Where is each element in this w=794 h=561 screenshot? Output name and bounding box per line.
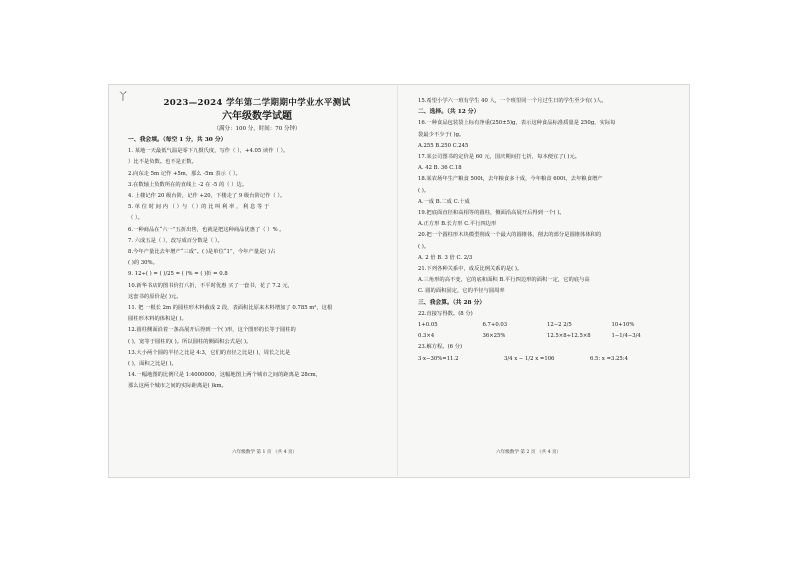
page-left — [128, 96, 386, 393]
question-line: 20.把一个圆柱形木块模型削成一个最大的圆锥体，削去的部分是圆锥体体积的 — [418, 232, 602, 239]
question-line: 8.今年产量比去年增产“三成”。( )是单位“1”，今年产量是( )占 — [128, 249, 276, 256]
question-22: 22.直接写得数。(8 分) — [418, 310, 473, 317]
left-question-list — [128, 146, 386, 392]
question-line: A.255 B.250 C.245 — [418, 142, 469, 149]
question-line: ( )，宽等于圆柱的( )。所以圆柱的侧面积公式是( )。 — [128, 338, 252, 345]
question-line: A. 2 倍 B. 3 倍 C. 2/3 — [418, 254, 473, 261]
right-question-list-b — [418, 118, 676, 297]
calc-row-1 — [418, 320, 676, 331]
question-line: 3.在数轴上负数所在的直线上 -2 在 -5 的（ ）边。 — [128, 181, 248, 188]
question-line: 13.大小两个圆的半径之比是 4:3，它们的直径之比是( )，周长之比是 — [128, 349, 291, 356]
question-line: 袋最少不少于( )g。 — [418, 131, 465, 138]
equation-item: 3/4 x − 1/2 x =106 — [504, 355, 555, 362]
exam-title: 2023—2024 学年第二学期期中学业水平测试 — [163, 98, 351, 108]
question-line: 那么这两个城市之间的实际距离是( )km。 — [128, 383, 227, 390]
question-line: 9. 12÷( ) = ( )/25 = ( )% = ( )折 = 0.8 — [128, 271, 228, 278]
question-line: A.三角形的高不变，它的底和面积 B.平行四边形的面积一定，它的底与高 — [418, 277, 590, 284]
question-line: 18.某农场年生产粮食 500t，去年粮食多十成，今年粮食 600t，去年粮食增产 — [418, 176, 603, 183]
calc-item: 10+10% — [611, 322, 635, 329]
question-line: ( )。 — [418, 243, 430, 250]
question-line: A. 42 B. 36 C.18 — [418, 165, 462, 172]
question-line: 2.向东走 5m 记作 +5m，那么 -5m 表示（ ）。 — [128, 170, 241, 177]
calc-item: 12.5×8÷12.5×8 — [547, 333, 591, 340]
question-line: 19.把底面直径和高相等的圆柱，侧面沿高展开后得到一个( )。 — [418, 210, 565, 217]
section-fill-in: 一、我会填。（每空 1 分，共 30 分） — [128, 137, 227, 143]
question-line: 圆柱形木料的体积是( )。 — [128, 316, 187, 323]
question-line: 4. 上楼记作 20 级台阶，记作 +20，下楼走了 9 级台阶记作（ ）。 — [128, 193, 286, 200]
equation-item: 6.5: x =3.25:4 — [590, 355, 628, 362]
calc-item: 1+0.05 — [418, 322, 438, 329]
calc-row-2 — [418, 331, 676, 342]
corner-mark: 丫 — [118, 92, 128, 103]
section-calculation: 三、我会算。（共 28 分） — [418, 299, 486, 306]
question-line: 21.下列各种关系中，成反比例关系的是( )。 — [418, 266, 523, 273]
question-line: 16.一种食品包装袋上标有净重(250±5)g，表示这种食品标准质量是 250g，实际每 — [418, 120, 616, 127]
page-footer-right: 六年级数学 第 2 页 （共 4 页） — [496, 450, 562, 455]
question-line: 17.某公司图书的定价是 60 元，国庆期间打七折，每本便宜了( )元。 — [418, 154, 581, 161]
calc-item: 12−2 2/5 — [547, 322, 572, 329]
calc-item: 0.3×4 — [418, 333, 435, 340]
exam-meta: （满分：100 分，时间：70 分钟） — [213, 126, 301, 132]
question-line: ( )的 30%。 — [128, 260, 158, 267]
question-line: （ ）。 — [128, 215, 143, 222]
question-line: 5. 单 位 时 间 内 （ ）与 （ ）的 比 叫 利 率 ， 利 息 等 于 — [128, 204, 270, 211]
equation-row — [418, 354, 676, 365]
calc-item: 1−1/4−3/4 — [611, 333, 641, 340]
calc-item: 36×25% — [482, 333, 506, 340]
right-question-list-a — [418, 96, 676, 107]
question-line: 11. 把 一根长 2m 的圆柱形木料截成 2 段，表面积比原来木料增加了 0.785 m²，这根 — [128, 305, 333, 312]
page-footer-left: 六年级数学 第 1 页 （共 4 页） — [232, 450, 298, 455]
question-line: 14.一幅地图的比例尺是 1:4000000，这幅地图上两个城市之间的距离是 28cm， — [128, 372, 321, 379]
equation-item: 3·x−30%=11.2 — [418, 355, 459, 362]
question-line: 12.圆柱侧面沿着一条高展开后得到一个( )形，这个图形的长等于圆柱的 — [128, 327, 296, 334]
question-line: A.正方形 B.长方形 C.平行四边形 — [418, 221, 497, 228]
question-line: 10.新华书店的图书价打八折，不平时优惠 买了一套书，花了 7.2 元， — [128, 282, 293, 289]
question-line: 1. 某地一天最低气温是零下九摄氏度，写作（ ），+4.05 读作（ ）。 — [128, 148, 289, 155]
exam-subtitle: 六年级数学试题 — [222, 111, 292, 122]
question-line: A.一成 B.二成 C.十成 — [418, 198, 470, 205]
question-line: 6.一种商品在“六一”五折出售，也就是把这种商品优惠了（ ）% 。 — [128, 226, 285, 233]
question-line: ( )，面积之比是( )。 — [128, 361, 177, 368]
calc-item: 6.7+0.03 — [482, 322, 508, 329]
page-right — [418, 96, 676, 365]
question-23: 23.解方程。(6 分) — [418, 344, 463, 351]
question-line: ）比不是负数。也不是正数。 — [128, 159, 197, 166]
question-line: ( )。 — [418, 187, 430, 194]
section-choice: 二、选择。（共 12 分） — [418, 109, 480, 116]
question-line: 15.希望小学六一班有学生 40 人，一个班里同一个月过生日的学生至少有( )人。 — [418, 98, 607, 104]
question-line: 这套书的原价是( )元。 — [128, 293, 182, 300]
question-line: C. 圆的面积固定，它的半径与圆周率 — [418, 288, 505, 295]
page-fold-line — [397, 84, 398, 476]
question-line: 7. 六成五是（ ），改写成百分数是（ ）。 — [128, 237, 223, 244]
